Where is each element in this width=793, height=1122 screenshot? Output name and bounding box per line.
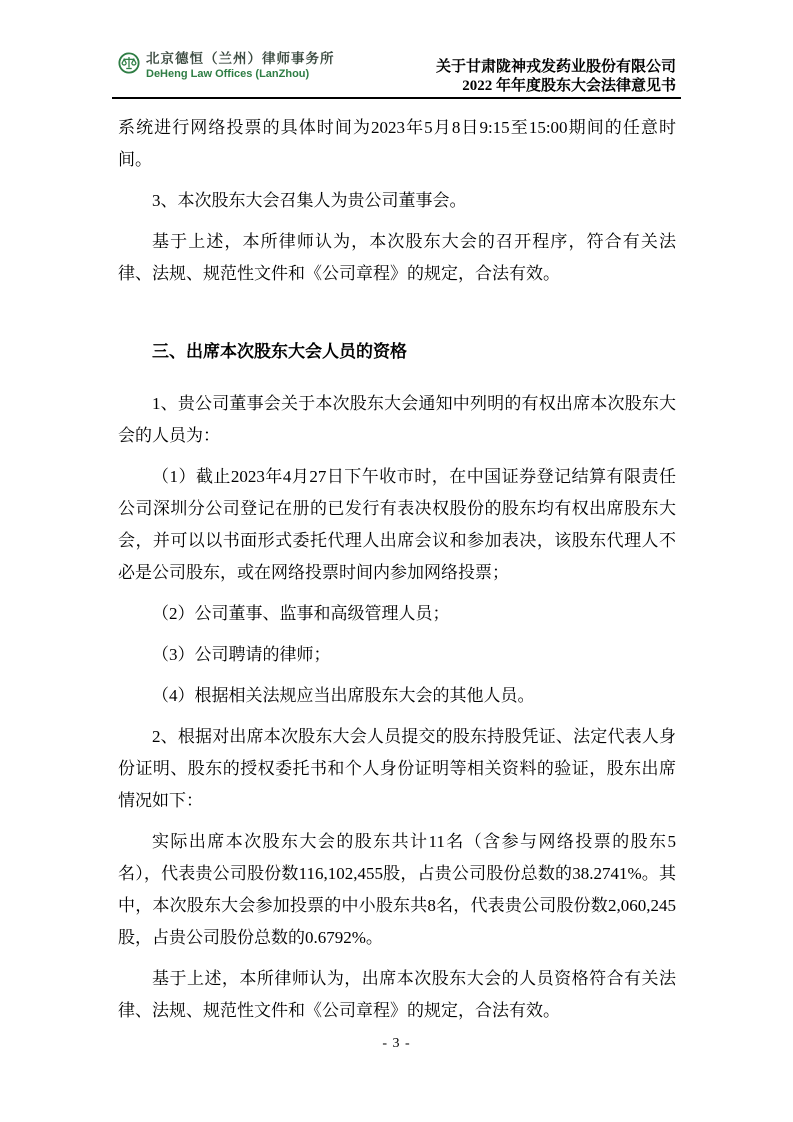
paragraph: （3）公司聘请的律师； xyxy=(152,645,331,664)
header-divider xyxy=(112,97,681,99)
page-number: - 3 - xyxy=(382,1036,411,1051)
document-title-line1: 关于甘肃陇神戎发药业股份有限公司 xyxy=(435,59,676,75)
scales-of-justice-icon xyxy=(118,52,140,74)
paragraph: 基于上述，本所律师认为，本次股东大会的召开程序，符合有关法律、法规、规范性文件和《公司章程》的规定，合法有效。 xyxy=(118,232,676,283)
paragraph: （2）公司董事、监事和高级管理人员； xyxy=(152,604,450,623)
paragraph: 1、贵公司董事会关于本次股东大会通知中列明的有权出席本次股东大会的人员为： xyxy=(118,394,676,445)
page-header xyxy=(118,50,676,96)
paragraph: 2、根据对出席本次股东大会人员提交的股东持股凭证、法定代表人身份证明、股东的授权委托书和个人身份证明等相关资料的验证，股东出席情况如下： xyxy=(118,727,676,810)
document-title-line2: 2022 年年度股东大会法律意见书 xyxy=(462,78,676,94)
firm-names xyxy=(146,50,335,81)
paragraph: （1）截止2023年4月27日下午收市时，在中国证券登记结算有限责任公司深圳分公司登记在册的已发行有表决权股份的股东均有权出席股东大会，并可以以书面形式委托代理人出席会议和参加表决，该股东代理人不必是公司股东，或在网络投票时间内参加网络投票； xyxy=(118,467,676,582)
law-firm-logo xyxy=(118,50,335,81)
paragraph: 基于上述，本所律师认为，出席本次股东大会的人员资格符合有关法律、法规、规范性文件和《公司章程》的规定，合法有效。 xyxy=(118,969,676,1020)
paragraph: 系统进行网络投票的具体时间为2023年5月8日9:15至15:00期间的任意时间。 xyxy=(118,118,676,169)
paragraph: 实际出席本次股东大会的股东共计11名（含参与网络投票的股东5名），代表贵公司股份数116,102,455股，占贵公司股份总数的38.2741%。其中，本次股东大会参加投票的中小股东共8名，代表贵公司股份数2,060,245股，占贵公司股份总数的0.6792%。 xyxy=(118,832,676,947)
section-heading: 三、出席本次股东大会人员的资格 xyxy=(152,342,407,361)
firm-name-english: DeHeng Law Offices (LanZhou) xyxy=(146,68,310,80)
document-body xyxy=(118,112,676,1036)
paragraph: 3、本次股东大会召集人为贵公司董事会。 xyxy=(152,191,467,210)
document-title xyxy=(436,58,676,96)
paragraph: （4）根据相关法规应当出席股东大会的其他人员。 xyxy=(152,686,535,705)
firm-name-chinese: 北京德恒（兰州）律师事务所 xyxy=(146,51,335,66)
